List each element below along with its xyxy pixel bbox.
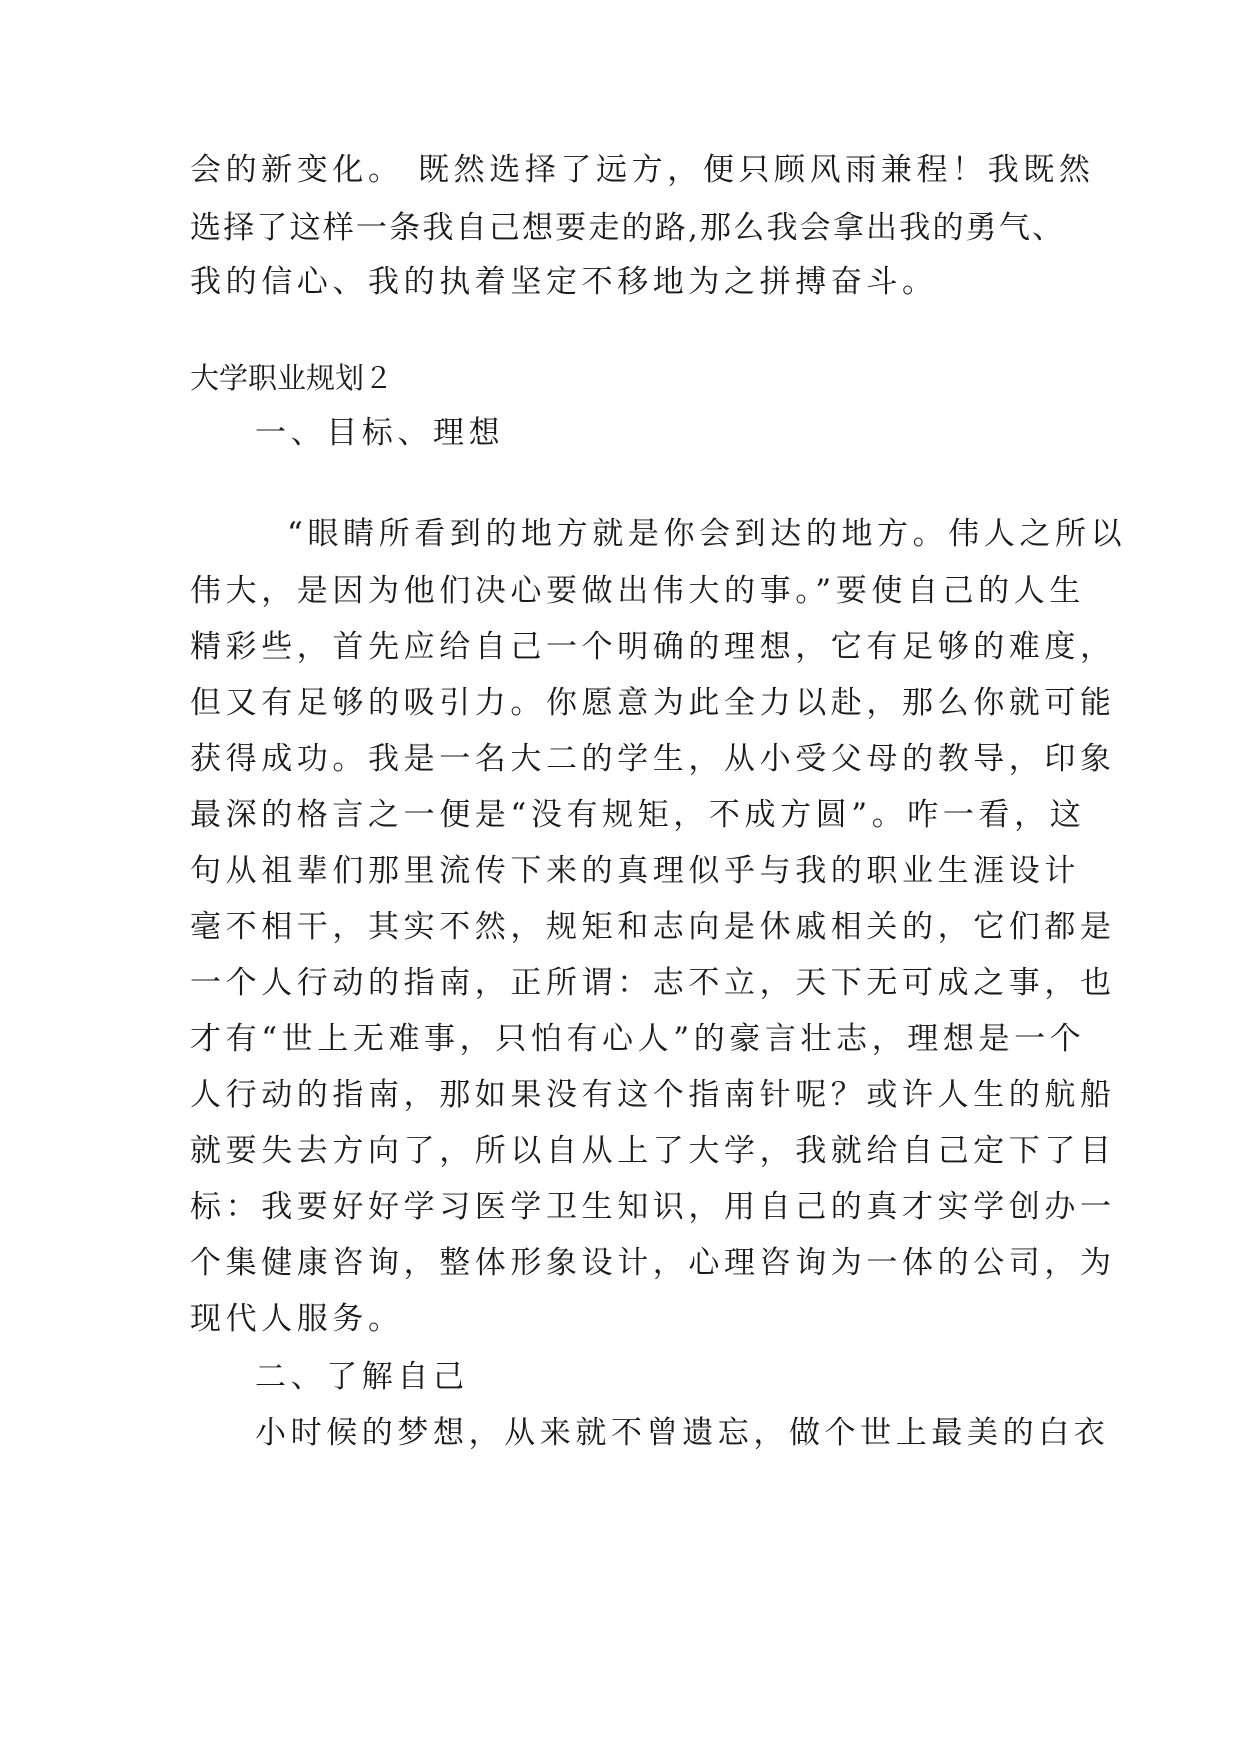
paragraph-line: 伟大，是因为他们决心要做出伟大的事。”要使自己的人生 <box>190 573 1085 609</box>
paragraph-line: “眼睛所看到的地方就是你会到达的地方。伟人之所以 <box>287 516 1127 552</box>
paragraph-line: 一个人行动的指南，正所谓：志不立，天下无可成之事，也 <box>190 965 1116 1001</box>
paragraph-line: 标：我要好好学习医学卫生知识，用自己的真才实学创办一 <box>190 1189 1116 1225</box>
paragraph-line: 获得成功。我是一名大二的学生，从小受父母的教导，印象 <box>190 741 1116 777</box>
paragraph-line: 选择了这样一条我自己想要走的路,那么我会拿出我的勇气、 <box>190 210 1066 246</box>
subheading-self: 二、了解自己 <box>255 1359 469 1395</box>
paragraph-line: 毫不相干，其实不然，规矩和志向是休戚相关的，它们都是 <box>190 909 1116 945</box>
paragraph-line: 精彩些，首先应给自己一个明确的理想，它有足够的难度， <box>190 629 1116 665</box>
paragraph-line: 现代人服务。 <box>190 1301 404 1337</box>
paragraph-line: 我的信心、我的执着坚定不移地为之拼搏奋斗。 <box>190 264 938 300</box>
paragraph-line: 就要失去方向了，所以自从上了大学，我就给自己定下了目 <box>190 1133 1116 1169</box>
paragraph-line: 会的新变化。 既然选择了远方，便只顾风雨兼程！我既然 <box>190 152 1095 188</box>
paragraph-line: 小时候的梦想，从来就不曾遗忘，做个世上最美的白衣 <box>255 1415 1110 1451</box>
paragraph-line: 但又有足够的吸引力。你愿意为此全力以赴，那么你就可能 <box>190 685 1116 721</box>
paragraph-line: 人行动的指南，那如果没有这个指南针呢？或许人生的航船 <box>190 1077 1116 1113</box>
paragraph-line: 才有“世上无难事，只怕有心人”的豪言壮志，理想是一个 <box>190 1021 1086 1057</box>
paragraph-line: 个集健康咨询，整体形象设计，心理咨询为一体的公司，为 <box>190 1245 1116 1281</box>
paragraph-line: 句从祖辈们那里流传下来的真理似乎与我的职业生涯设计 <box>190 853 1080 889</box>
subheading-goals: 一、目标、理想 <box>255 415 505 451</box>
section-title: 大学职业规划２ <box>190 361 394 395</box>
paragraph-line: 最深的格言之一便是“没有规矩，不成方圆”。咋一看，这 <box>190 797 1086 833</box>
